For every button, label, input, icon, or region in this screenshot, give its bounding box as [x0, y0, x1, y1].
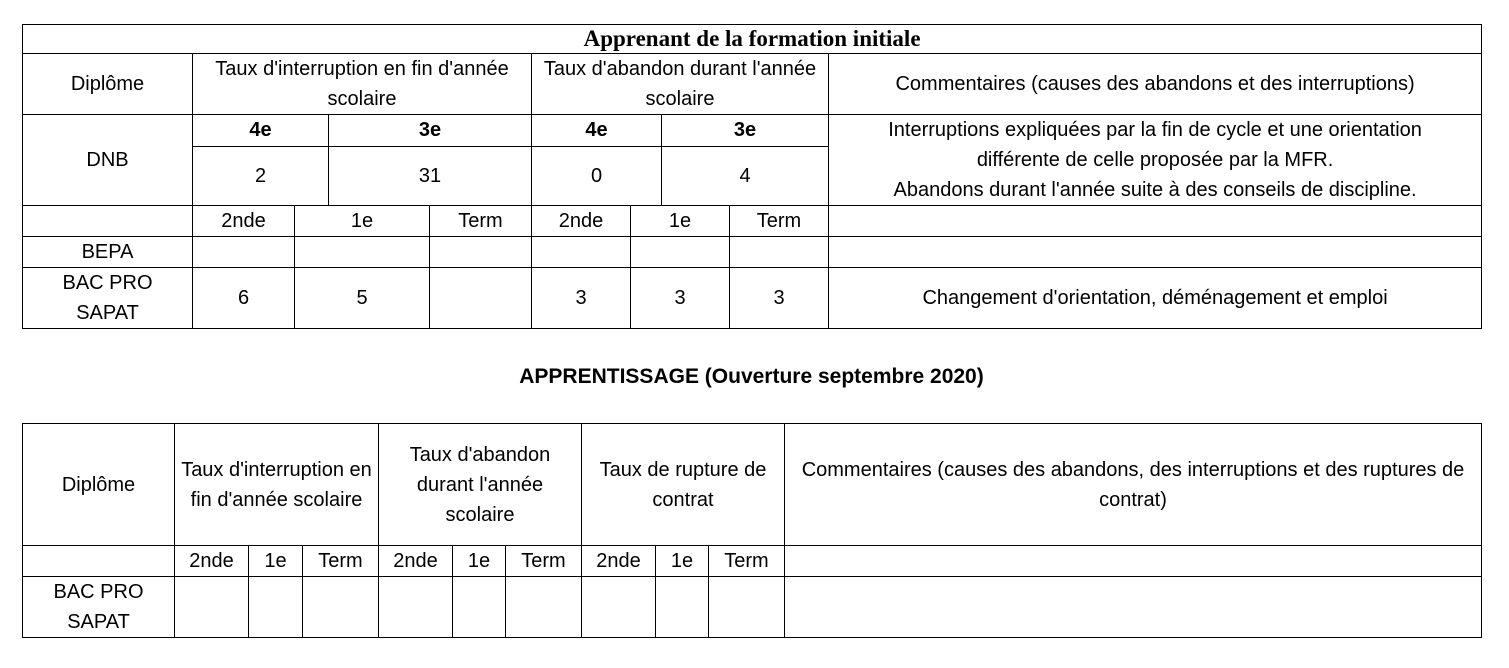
- sub-header: 2nde: [379, 546, 453, 577]
- bac-value: 6: [193, 268, 295, 329]
- header-rupture: Taux de rupture de contrat: [582, 424, 785, 546]
- bac-comment: Changement d'orientation, déménagement et emploi: [829, 268, 1482, 329]
- row-label-dnb: DNB: [23, 115, 193, 206]
- initial-training-table: [22, 24, 1482, 329]
- year-header: 3e: [329, 115, 532, 147]
- header-abandon: Taux d'abandon durant l'année scolaire: [532, 54, 829, 115]
- bac-value: [175, 577, 249, 638]
- bepa-value: [193, 237, 295, 268]
- empty-cell: [23, 546, 175, 577]
- apprenticeship-title: APPRENTISSAGE (Ouverture septembre 2020): [519, 365, 984, 388]
- table-title: Apprenant de la formation initiale: [23, 25, 1482, 54]
- dnb-value: 0: [532, 146, 662, 205]
- bac-value: [656, 577, 709, 638]
- row-label-bac-pro: [23, 577, 175, 638]
- empty-cell: [829, 206, 1482, 237]
- sub-header: 2nde: [193, 206, 295, 237]
- sub-header: Term: [303, 546, 379, 577]
- dnb-value: 31: [329, 146, 532, 205]
- bac-value: 3: [631, 268, 730, 329]
- header-abandon: Taux d'abandon durant l'année scolaire: [379, 424, 582, 546]
- empty-cell: [785, 546, 1482, 577]
- sub-header: 2nde: [175, 546, 249, 577]
- bac-value: [379, 577, 453, 638]
- sub-header: Term: [430, 206, 532, 237]
- year-header: 4e: [193, 115, 329, 147]
- empty-cell: [23, 206, 193, 237]
- header-diplome: Diplôme: [23, 54, 193, 115]
- bac-value: 3: [532, 268, 631, 329]
- dnb-value: 4: [662, 146, 829, 205]
- label-line: SAPAT: [76, 302, 139, 324]
- bac-value: 3: [730, 268, 829, 329]
- sub-header: 1e: [249, 546, 303, 577]
- header-diplome: Diplôme: [23, 424, 175, 546]
- label-line: BAC PRO: [62, 272, 153, 294]
- apprenticeship-table: [22, 423, 1482, 638]
- sub-header: 1e: [295, 206, 430, 237]
- bac-value: 5: [295, 268, 430, 329]
- bac-comment: [785, 577, 1482, 638]
- dnb-comment: [829, 115, 1482, 206]
- bac-value: [709, 577, 785, 638]
- bepa-value: [631, 237, 730, 268]
- sub-header: 2nde: [582, 546, 656, 577]
- bac-value: [430, 268, 532, 329]
- sub-header: Term: [506, 546, 582, 577]
- sub-header: 1e: [631, 206, 730, 237]
- year-header: 3e: [662, 115, 829, 147]
- header-interruption: Taux d'interruption en fin d'année scolaire: [193, 54, 532, 115]
- bepa-comment: [829, 237, 1482, 268]
- bepa-value: [295, 237, 430, 268]
- dnb-comment-line: différente de celle proposée par la MFR.: [976, 149, 1334, 171]
- year-header: 4e: [532, 115, 662, 147]
- sub-header: 1e: [453, 546, 506, 577]
- sub-header: 1e: [656, 546, 709, 577]
- row-label-bepa: BEPA: [23, 237, 193, 268]
- header-interruption: Taux d'interruption en fin d'année scolaire: [175, 424, 379, 546]
- label-line: BAC PRO: [53, 581, 144, 603]
- bac-value: [506, 577, 582, 638]
- row-label-bac-pro: [23, 268, 193, 329]
- bepa-value: [730, 237, 829, 268]
- header-comments: Commentaires (causes des abandons et des interruptions): [829, 54, 1482, 115]
- sub-header: Term: [730, 206, 829, 237]
- bac-value: [249, 577, 303, 638]
- label-line: SAPAT: [67, 611, 130, 633]
- bepa-value: [532, 237, 631, 268]
- bac-value: [453, 577, 506, 638]
- bac-value: [582, 577, 656, 638]
- dnb-comment-line: Abandons durant l'année suite à des conseils de discipline.: [893, 179, 1417, 201]
- bepa-value: [430, 237, 532, 268]
- dnb-value: 2: [193, 146, 329, 205]
- sub-header: 2nde: [532, 206, 631, 237]
- header-comments: Commentaires (causes des abandons, des interruptions et des ruptures de contrat): [785, 424, 1482, 546]
- dnb-comment-line: Interruptions expliquées par la fin de cycle et une orientation: [888, 119, 1422, 141]
- sub-header: Term: [709, 546, 785, 577]
- bac-value: [303, 577, 379, 638]
